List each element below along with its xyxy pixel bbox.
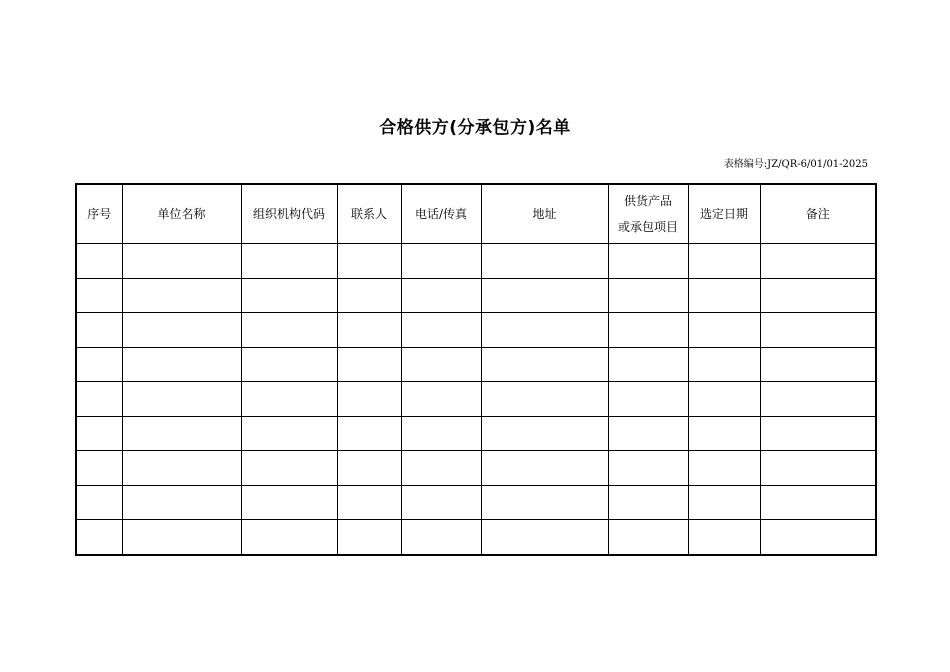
table-row (76, 382, 876, 417)
table-cell[interactable] (760, 485, 876, 520)
table-row (76, 313, 876, 348)
table-cell[interactable] (337, 520, 401, 555)
header-selection-date (688, 184, 760, 244)
table-row (76, 520, 876, 555)
table-cell[interactable] (760, 278, 876, 313)
table-cell[interactable] (337, 451, 401, 486)
table-cell[interactable] (337, 416, 401, 451)
table-cell[interactable] (76, 451, 122, 486)
table-row (76, 485, 876, 520)
table-cell[interactable] (76, 347, 122, 382)
table-cell[interactable] (122, 382, 241, 417)
table-cell[interactable] (76, 520, 122, 555)
table-cell[interactable] (241, 416, 337, 451)
table-cell[interactable] (401, 278, 481, 313)
table-cell[interactable] (688, 244, 760, 279)
table-cell[interactable] (241, 485, 337, 520)
table-cell[interactable] (608, 520, 688, 555)
table-row (76, 416, 876, 451)
table-cell[interactable] (76, 278, 122, 313)
header-unit-name (122, 184, 241, 244)
table-cell[interactable] (608, 278, 688, 313)
table-cell[interactable] (760, 520, 876, 555)
table-cell[interactable] (608, 347, 688, 382)
table-cell[interactable] (122, 485, 241, 520)
header-line: 单位名称 (157, 207, 206, 221)
table-cell[interactable] (608, 416, 688, 451)
table-cell[interactable] (760, 313, 876, 348)
table-cell[interactable] (760, 244, 876, 279)
table-cell[interactable] (122, 347, 241, 382)
table-cell[interactable] (608, 313, 688, 348)
table-cell[interactable] (481, 485, 608, 520)
table-cell[interactable] (688, 278, 760, 313)
table-cell[interactable] (122, 520, 241, 555)
table-cell[interactable] (401, 382, 481, 417)
table-cell[interactable] (760, 416, 876, 451)
header-line: 组织机构代码 (252, 207, 325, 221)
table-cell[interactable] (608, 451, 688, 486)
table-cell[interactable] (608, 485, 688, 520)
table-cell[interactable] (401, 451, 481, 486)
table-cell[interactable] (760, 451, 876, 486)
header-line: 或承包项目 (617, 220, 678, 234)
table-row (76, 347, 876, 382)
table-cell[interactable] (337, 313, 401, 348)
table-cell[interactable] (481, 347, 608, 382)
table-cell[interactable] (688, 520, 760, 555)
header-row (76, 184, 876, 244)
table-row (76, 451, 876, 486)
table-cell[interactable] (401, 313, 481, 348)
table-cell[interactable] (76, 244, 122, 279)
document-title: 合格供方(分承包方)名单 (379, 118, 571, 138)
table-cell[interactable] (481, 244, 608, 279)
table-cell[interactable] (401, 244, 481, 279)
table-cell[interactable] (337, 278, 401, 313)
table-cell[interactable] (481, 416, 608, 451)
header-supplied-product (608, 184, 688, 244)
table-cell[interactable] (337, 347, 401, 382)
header-line: 地址 (532, 207, 557, 221)
table-cell[interactable] (688, 451, 760, 486)
header-remarks (760, 184, 876, 244)
header-contact-person (337, 184, 401, 244)
table-cell[interactable] (401, 485, 481, 520)
table-cell[interactable] (481, 451, 608, 486)
table-cell[interactable] (76, 313, 122, 348)
table-cell[interactable] (401, 347, 481, 382)
table-cell[interactable] (688, 347, 760, 382)
supplier-roster-table (75, 183, 877, 556)
header-phone-fax (401, 184, 481, 244)
table-cell[interactable] (122, 278, 241, 313)
table-body (76, 244, 876, 555)
table-cell[interactable] (688, 382, 760, 417)
table-cell[interactable] (241, 347, 337, 382)
header-line: 供货产品 (623, 194, 672, 208)
header-address (481, 184, 608, 244)
table-cell[interactable] (122, 313, 241, 348)
table-cell[interactable] (241, 451, 337, 486)
table-cell[interactable] (608, 244, 688, 279)
header-line: 选定日期 (699, 207, 748, 221)
header-line: 联系人 (350, 207, 387, 221)
table-cell[interactable] (122, 416, 241, 451)
table-cell[interactable] (241, 520, 337, 555)
table-cell[interactable] (76, 485, 122, 520)
table-cell[interactable] (76, 382, 122, 417)
table-cell[interactable] (401, 416, 481, 451)
table-cell[interactable] (688, 313, 760, 348)
table-cell[interactable] (122, 451, 241, 486)
header-line: 序号 (87, 207, 112, 221)
header-serial-number (76, 184, 122, 244)
table-cell[interactable] (241, 313, 337, 348)
table-cell[interactable] (241, 244, 337, 279)
table-cell[interactable] (401, 520, 481, 555)
table-cell[interactable] (241, 382, 337, 417)
table-cell[interactable] (76, 416, 122, 451)
header-org-code (241, 184, 337, 244)
header-line: 电话/传真 (414, 207, 468, 221)
table-cell[interactable] (481, 278, 608, 313)
header-line: 备注 (805, 207, 830, 221)
table-cell[interactable] (481, 382, 608, 417)
table-cell[interactable] (122, 244, 241, 279)
table-cell[interactable] (608, 382, 688, 417)
table-cell[interactable] (688, 485, 760, 520)
table-cell[interactable] (760, 347, 876, 382)
table-cell[interactable] (337, 382, 401, 417)
table-cell[interactable] (688, 416, 760, 451)
table-cell[interactable] (481, 313, 608, 348)
table-cell[interactable] (481, 520, 608, 555)
table-row (76, 278, 876, 313)
table-cell[interactable] (337, 485, 401, 520)
form-code: 表格编号:JZ/QR-6/01/01-2025 (723, 159, 868, 170)
table-cell[interactable] (760, 382, 876, 417)
table-row (76, 244, 876, 279)
table-cell[interactable] (337, 244, 401, 279)
table-cell[interactable] (241, 278, 337, 313)
